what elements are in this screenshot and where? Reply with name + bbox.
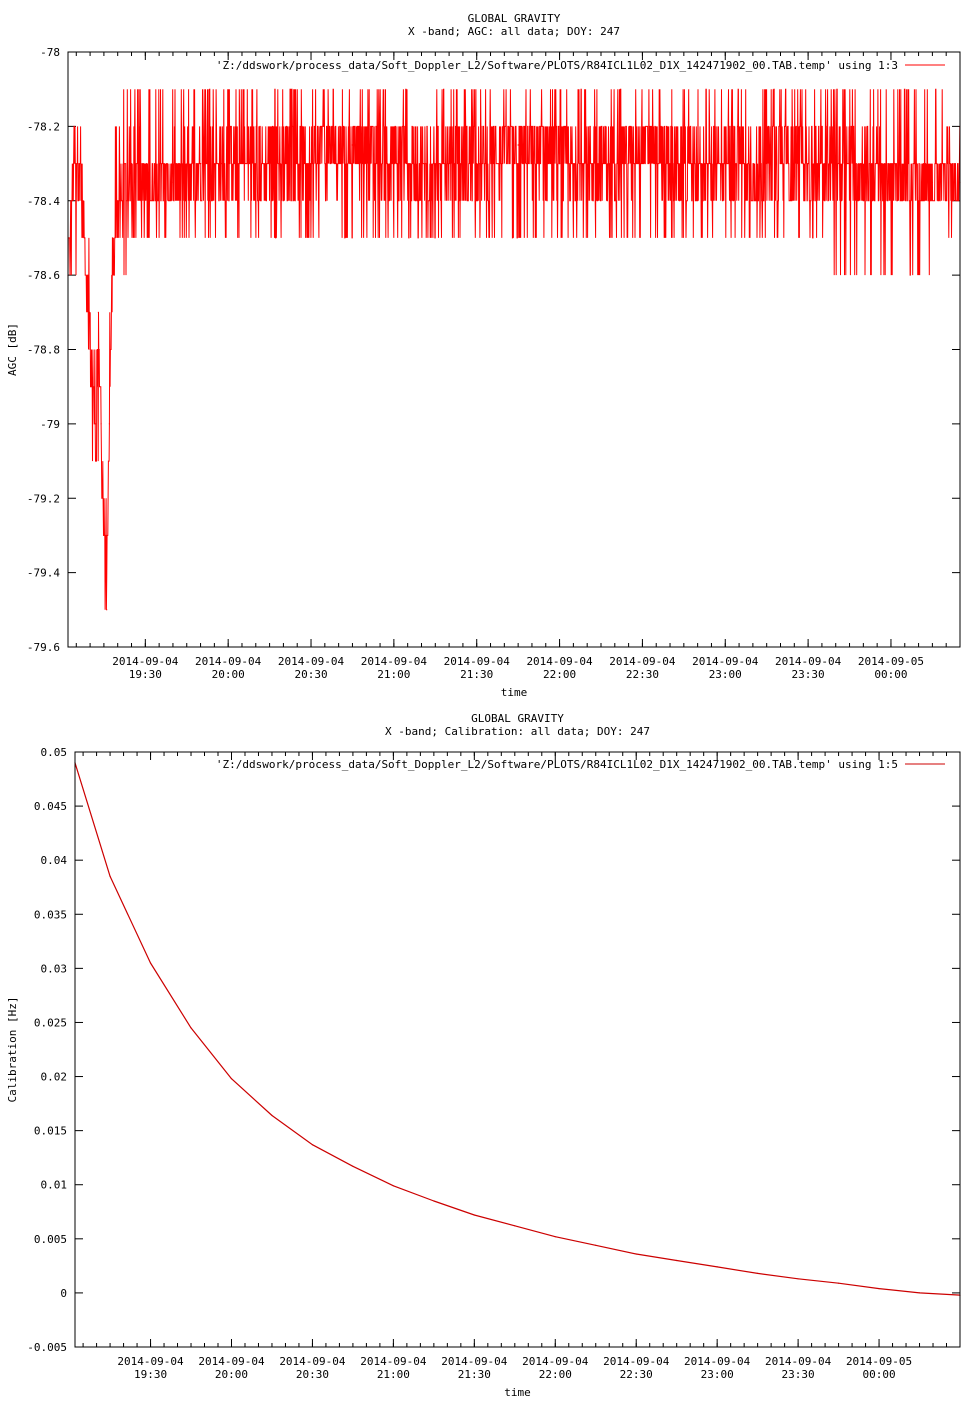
x-tick-time: 21:00 xyxy=(376,1368,410,1381)
x-tick-date: 2014-09-04 xyxy=(117,1355,184,1368)
data-point xyxy=(717,1266,718,1267)
x-tick-time: 22:00 xyxy=(543,668,577,681)
y-axis-label: Calibration [Hz] xyxy=(6,996,19,1103)
data-point xyxy=(600,163,601,164)
data-point xyxy=(725,163,726,164)
data-point xyxy=(109,423,110,424)
x-tick-time: 23:30 xyxy=(781,1368,815,1381)
data-point xyxy=(559,163,560,164)
legend-label: 'Z:/ddswork/process_data/Soft_Doppler_L2/Software/PLOTS/R84ICL1L02_D1X_142471902_00.TAB.temp' using 1:5 xyxy=(215,758,898,771)
x-tick-date: 2014-09-04 xyxy=(609,655,676,668)
data-point xyxy=(683,163,684,164)
data-point xyxy=(172,182,173,183)
data-point xyxy=(310,163,311,164)
data-point xyxy=(101,423,102,424)
data-point xyxy=(90,349,91,350)
y-tick-label: -78 xyxy=(40,46,60,59)
data-point xyxy=(78,163,79,164)
x-tick-time: 21:00 xyxy=(377,668,411,681)
x-tick-time: 23:00 xyxy=(700,1368,734,1381)
data-point xyxy=(269,163,270,164)
x-tick-time: 20:30 xyxy=(294,668,328,681)
x-tick-date: 2014-09-04 xyxy=(441,1355,508,1368)
data-point xyxy=(150,962,151,963)
data-point xyxy=(932,182,933,183)
x-tick-time: 22:00 xyxy=(538,1368,572,1381)
data-point xyxy=(879,1288,880,1289)
data-point xyxy=(231,1078,232,1079)
series-line xyxy=(68,89,960,610)
y-tick-label: -78.2 xyxy=(26,120,60,134)
data-point xyxy=(474,1214,475,1215)
x-tick-date: 2014-09-04 xyxy=(198,1355,265,1368)
data-point xyxy=(642,144,643,145)
x-tick-time: 19:30 xyxy=(133,1368,168,1381)
x-tick-date: 2014-09-04 xyxy=(774,655,842,668)
y-tick-label: 0.02 xyxy=(40,1070,67,1084)
data-point xyxy=(838,1283,839,1284)
data-point xyxy=(676,1260,677,1261)
x-tick-time: 21:30 xyxy=(460,668,494,681)
y-tick-label: -79.2 xyxy=(26,492,60,506)
y-tick-label: -79 xyxy=(40,417,60,431)
y-tick-label: -0.005 xyxy=(27,1341,67,1354)
data-point xyxy=(849,163,850,164)
data-point xyxy=(476,163,477,164)
data-point xyxy=(123,200,124,201)
data-point xyxy=(190,1027,191,1028)
chart-subtitle: X -band; Calibration: all data; DOY: 247 xyxy=(385,725,650,738)
data-point xyxy=(110,876,111,877)
data-point xyxy=(518,144,519,145)
data-point xyxy=(145,182,146,183)
data-point xyxy=(103,535,104,536)
x-tick-date: 2014-09-04 xyxy=(522,1355,589,1368)
data-point xyxy=(393,163,394,164)
x-tick-time: 20:00 xyxy=(211,668,245,681)
x-tick-date: 2014-09-05 xyxy=(845,1355,913,1368)
data-point xyxy=(514,1225,515,1226)
x-tick-time: 19:30 xyxy=(128,668,162,681)
data-point xyxy=(555,1236,556,1237)
data-point xyxy=(112,275,113,276)
y-tick-label: 0.035 xyxy=(33,908,67,922)
data-point xyxy=(95,423,96,424)
y-tick-label: 0.045 xyxy=(33,800,67,814)
x-tick-time: 00:00 xyxy=(874,668,908,681)
x-tick-date: 2014-09-04 xyxy=(360,1355,427,1368)
x-axis-label: time xyxy=(504,1386,531,1399)
x-tick-time: 22:30 xyxy=(625,668,659,681)
chart-title: GLOBAL GRAVITY xyxy=(471,712,564,725)
x-tick-date: 2014-09-04 xyxy=(764,1355,832,1368)
y-tick-label: 0.015 xyxy=(33,1124,67,1138)
x-tick-date: 2014-09-04 xyxy=(112,655,179,668)
x-tick-date: 2014-09-04 xyxy=(526,655,593,668)
data-point xyxy=(435,163,436,164)
data-point xyxy=(595,1245,596,1246)
y-tick-label: -78.8 xyxy=(26,343,60,357)
x-tick-time: 22:30 xyxy=(619,1368,653,1381)
data-point xyxy=(766,163,767,164)
x-tick-time: 23:00 xyxy=(708,668,742,681)
data-point xyxy=(798,1278,799,1279)
y-tick-label: 0.03 xyxy=(40,962,67,976)
x-tick-date: 2014-09-05 xyxy=(857,655,925,668)
data-point xyxy=(228,163,229,164)
x-tick-time: 20:00 xyxy=(214,1368,249,1381)
legend-label: 'Z:/ddswork/process_data/Soft_Doppler_L2/Software/PLOTS/R84ICL1L02_D1X_142471902_00.TAB.temp' using 1:3 xyxy=(215,59,898,72)
x-tick-date: 2014-09-04 xyxy=(360,655,427,668)
data-point xyxy=(106,609,107,610)
x-tick-date: 2014-09-04 xyxy=(684,1355,751,1368)
x-tick-date: 2014-09-04 xyxy=(692,655,759,668)
data-point xyxy=(919,1292,920,1293)
x-tick-date: 2014-09-04 xyxy=(443,655,510,668)
data-point xyxy=(890,182,891,183)
data-point xyxy=(312,1144,313,1145)
x-tick-time: 00:00 xyxy=(862,1368,896,1381)
y-tick-label: -79.6 xyxy=(26,641,60,654)
y-tick-label: 0.01 xyxy=(40,1178,67,1192)
data-point xyxy=(271,1115,272,1116)
y-tick-label: 0.025 xyxy=(33,1016,67,1030)
data-point xyxy=(117,200,118,201)
data-point xyxy=(757,1273,758,1274)
x-tick-date: 2014-09-04 xyxy=(279,1355,346,1368)
data-point xyxy=(73,163,74,164)
y-tick-label: 0.005 xyxy=(33,1232,67,1246)
x-tick-date: 2014-09-04 xyxy=(195,655,262,668)
x-axis-label: time xyxy=(500,686,528,699)
data-point xyxy=(393,1185,394,1186)
x-tick-date: 2014-09-04 xyxy=(603,1355,670,1368)
data-point xyxy=(636,1253,637,1254)
data-point xyxy=(808,163,809,164)
x-tick-time: 20:30 xyxy=(295,1368,330,1381)
y-tick-label: 0.05 xyxy=(40,746,67,759)
data-point xyxy=(433,1200,434,1201)
chart-title: GLOBAL GRAVITY xyxy=(467,12,561,25)
data-point xyxy=(84,237,85,238)
y-tick-label: 0.04 xyxy=(40,854,67,868)
x-tick-date: 2014-09-04 xyxy=(277,655,345,668)
y-axis-label: AGC [dB] xyxy=(6,323,19,376)
chart-subtitle: X -band; AGC: all data; DOY: 247 xyxy=(408,25,620,38)
data-point xyxy=(352,1166,353,1167)
y-tick-label: -79.4 xyxy=(26,566,60,580)
data-point xyxy=(98,312,99,313)
data-point xyxy=(131,163,132,164)
y-tick-label: -78.4 xyxy=(26,194,60,208)
x-tick-time: 23:30 xyxy=(791,668,825,681)
data-point xyxy=(352,144,353,145)
data-point xyxy=(200,163,201,164)
y-tick-label: -78.6 xyxy=(26,269,60,283)
x-tick-time: 21:30 xyxy=(457,1368,491,1381)
y-tick-label: 0 xyxy=(60,1286,67,1300)
series-line xyxy=(75,763,960,1295)
